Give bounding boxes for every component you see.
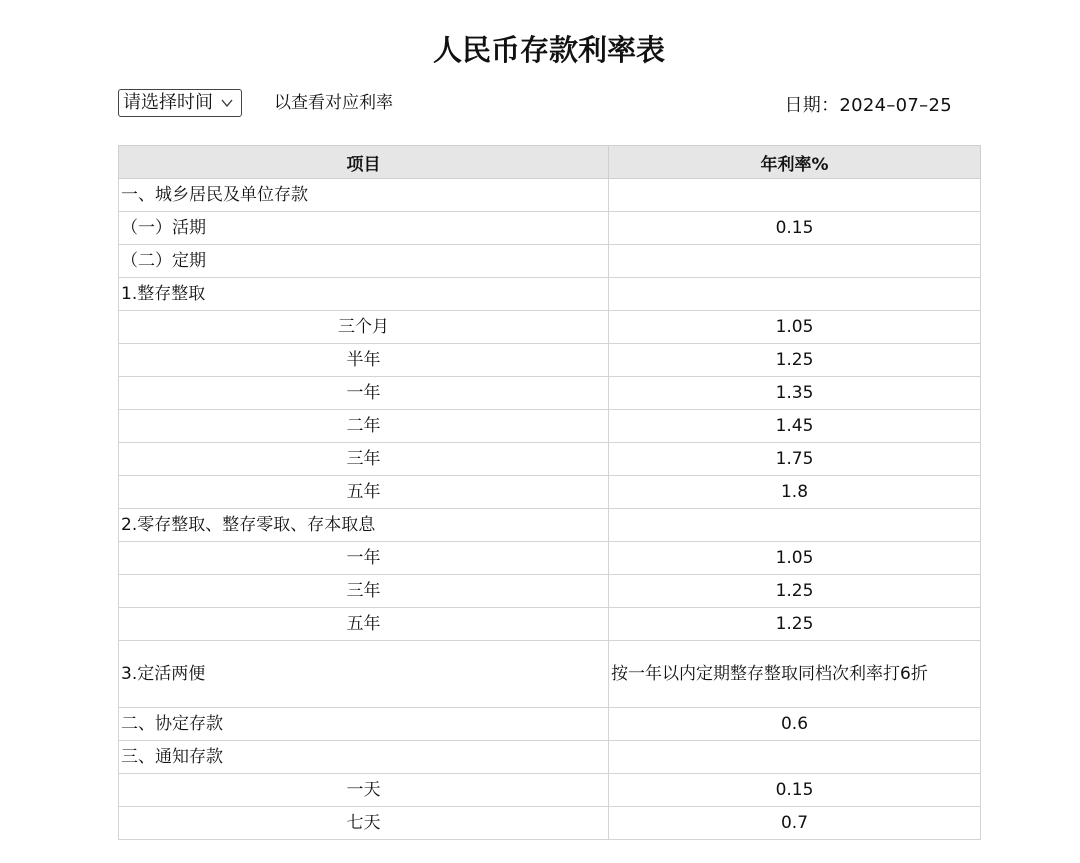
row-item: 一年 — [119, 377, 609, 410]
time-select-value: 请选择时间 — [123, 92, 213, 113]
row-item: （一）活期 — [119, 212, 609, 245]
table-row — [119, 278, 981, 311]
row-rate: 0.15 — [609, 774, 981, 807]
row-rate: 1.75 — [609, 443, 981, 476]
row-rate — [609, 245, 981, 278]
row-item: （二）定期 — [119, 245, 609, 278]
row-rate: 1.25 — [609, 344, 981, 377]
row-rate — [609, 278, 981, 311]
time-select[interactable] — [118, 89, 242, 117]
row-item: 七天 — [119, 807, 609, 840]
controls-bar — [118, 89, 980, 121]
row-item: 五年 — [119, 608, 609, 641]
table-row — [119, 774, 981, 807]
table-row — [119, 608, 981, 641]
row-rate — [609, 509, 981, 542]
row-item: 三年 — [119, 575, 609, 608]
row-item: 三、通知存款 — [119, 741, 609, 774]
row-item: 一天 — [119, 774, 609, 807]
row-rate: 1.45 — [609, 410, 981, 443]
page-title: 人民币存款利率表 — [432, 33, 665, 67]
select-hint: 以查看对应利率 — [274, 93, 393, 113]
table-row — [119, 741, 981, 774]
table-row — [119, 245, 981, 278]
row-item: 1.整存整取 — [119, 278, 609, 311]
table-row — [119, 179, 981, 212]
chevron-down-icon — [219, 95, 235, 111]
table-row — [119, 443, 981, 476]
table-row — [119, 344, 981, 377]
row-rate-note: 按一年以内定期整存整取同档次利率打6折 — [609, 641, 981, 708]
row-rate: 1.35 — [609, 377, 981, 410]
row-item: 3.定活两便 — [119, 641, 609, 708]
header-rate: 年利率% — [609, 146, 981, 179]
table-row — [119, 708, 981, 741]
date-label: 日期：2024–07–25 — [784, 95, 952, 116]
table-row — [119, 476, 981, 509]
table-row — [119, 410, 981, 443]
row-item: 三年 — [119, 443, 609, 476]
rates-table — [118, 145, 981, 840]
table-row — [119, 575, 981, 608]
row-item: 三个月 — [119, 311, 609, 344]
row-item: 二、协定存款 — [119, 708, 609, 741]
table-row — [119, 641, 981, 708]
table-row — [119, 509, 981, 542]
row-item: 2.零存整取、整存零取、存本取息 — [119, 509, 609, 542]
table-row — [119, 807, 981, 840]
row-rate: 0.15 — [609, 212, 981, 245]
row-item: 一年 — [119, 542, 609, 575]
row-rate: 0.6 — [609, 708, 981, 741]
row-item: 二年 — [119, 410, 609, 443]
table-row — [119, 542, 981, 575]
row-item: 五年 — [119, 476, 609, 509]
row-item: 一、城乡居民及单位存款 — [119, 179, 609, 212]
row-rate: 1.25 — [609, 575, 981, 608]
row-rate — [609, 741, 981, 774]
row-rate: 1.8 — [609, 476, 981, 509]
row-item: 半年 — [119, 344, 609, 377]
row-rate: 1.05 — [609, 311, 981, 344]
header-item: 项目 — [119, 146, 609, 179]
row-rate: 0.7 — [609, 807, 981, 840]
table-row — [119, 212, 981, 245]
table-row — [119, 311, 981, 344]
row-rate — [609, 179, 981, 212]
row-rate: 1.05 — [609, 542, 981, 575]
table-row — [119, 377, 981, 410]
table-header-row — [119, 146, 981, 179]
row-rate: 1.25 — [609, 608, 981, 641]
